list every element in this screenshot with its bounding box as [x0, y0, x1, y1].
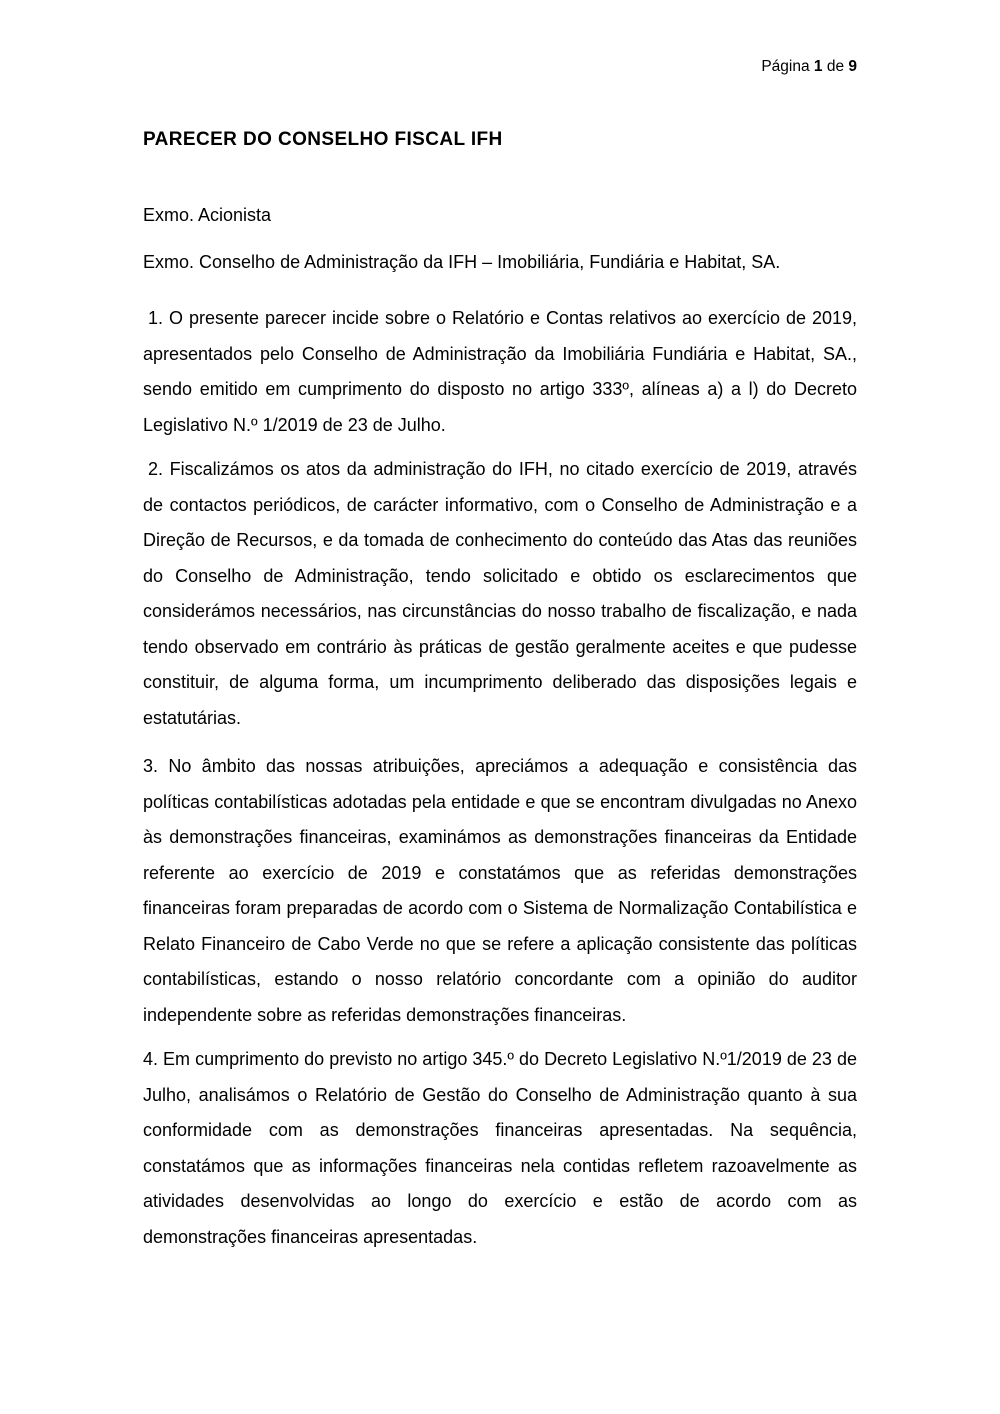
- page-label-prefix: Página: [761, 58, 814, 75]
- paragraph-3-politicas-contabilisticas: 3. No âmbito das nossas atribuições, apreciámos a adequação e consistência das políticas contabilísticas adotadas pela entidade e que se encontram divulgadas no Anexo às demonstrações financeiras, examinámos as demonstrações financeiras da Entidade referente ao exercício de 2019 e constatámos que as referidas demonstrações financeiras foram preparadas de acordo com o Sistema de Normalização Contabilística e Relato Financeiro de Cabo Verde no que se refere a aplicação consistente das políticas contabilísticas, estando o nosso relatório concordante com a opinião do auditor independente sobre as referidas demonstrações financeiras.: [143, 756, 857, 1025]
- current-page-number: 1: [813, 58, 823, 75]
- salutation-acionista: Exmo. Acionista: [143, 205, 272, 225]
- page-label-separator: de: [822, 58, 849, 75]
- paragraph-4-relatorio-gestao: 4. Em cumprimento do previsto no artigo 345.º do Decreto Legislativo N.º1/2019 de 23 de Julho, analisámos o Relatório de Gestão do Conselho de Administração quanto à sua conformidade com as demonstrações financeiras apresentadas. Na sequência, constatámos que as informações financeiras nela contidas refletem razoavelmente as atividades desenvolvidas ao longo do exercício e estão de acordo com as demonstrações financeiras apresentadas.: [143, 1049, 857, 1247]
- total-page-count: 9: [848, 58, 857, 75]
- paragraph-1-relatorio-contas: 1. O presente parecer incide sobre o Relatório e Contas relativos ao exercício de 2019, apresentados pelo Conselho de Administração da Imobiliária Fundiária e Habitat, SA., sendo emitido em cumprimento do disposto no artigo 333º, alíneas a) a l) do Decreto Legislativo N.º 1/2019 de 23 de Julho.: [143, 308, 857, 435]
- document-title: PARECER DO CONSELHO FISCAL IFH: [143, 129, 503, 150]
- salutation-conselho-administracao: Exmo. Conselho de Administração da IFH – Imobiliária, Fundiária e Habitat, SA.: [143, 251, 781, 272]
- paragraph-2-fiscalizacao-atos: 2. Fiscalizámos os atos da administração do IFH, no citado exercício de 2019, através de contactos periódicos, de carácter informativo, com o Conselho de Administração e a Direção de Recursos, e da tomada de conhecimento do conteúdo das Atas das reuniões do Conselho de Administração, tendo solicitado e obtido os esclarecimentos que considerámos necessários, nas circunstâncias do nosso trabalho de fiscalização, e nada tendo observado em contrário às práticas de gestão geralmente aceites e que pudesse constituir, de alguma forma, um incumprimento deliberado das disposições legais e estatutárias.: [143, 459, 857, 728]
- page-number-indicator: [143, 57, 857, 77]
